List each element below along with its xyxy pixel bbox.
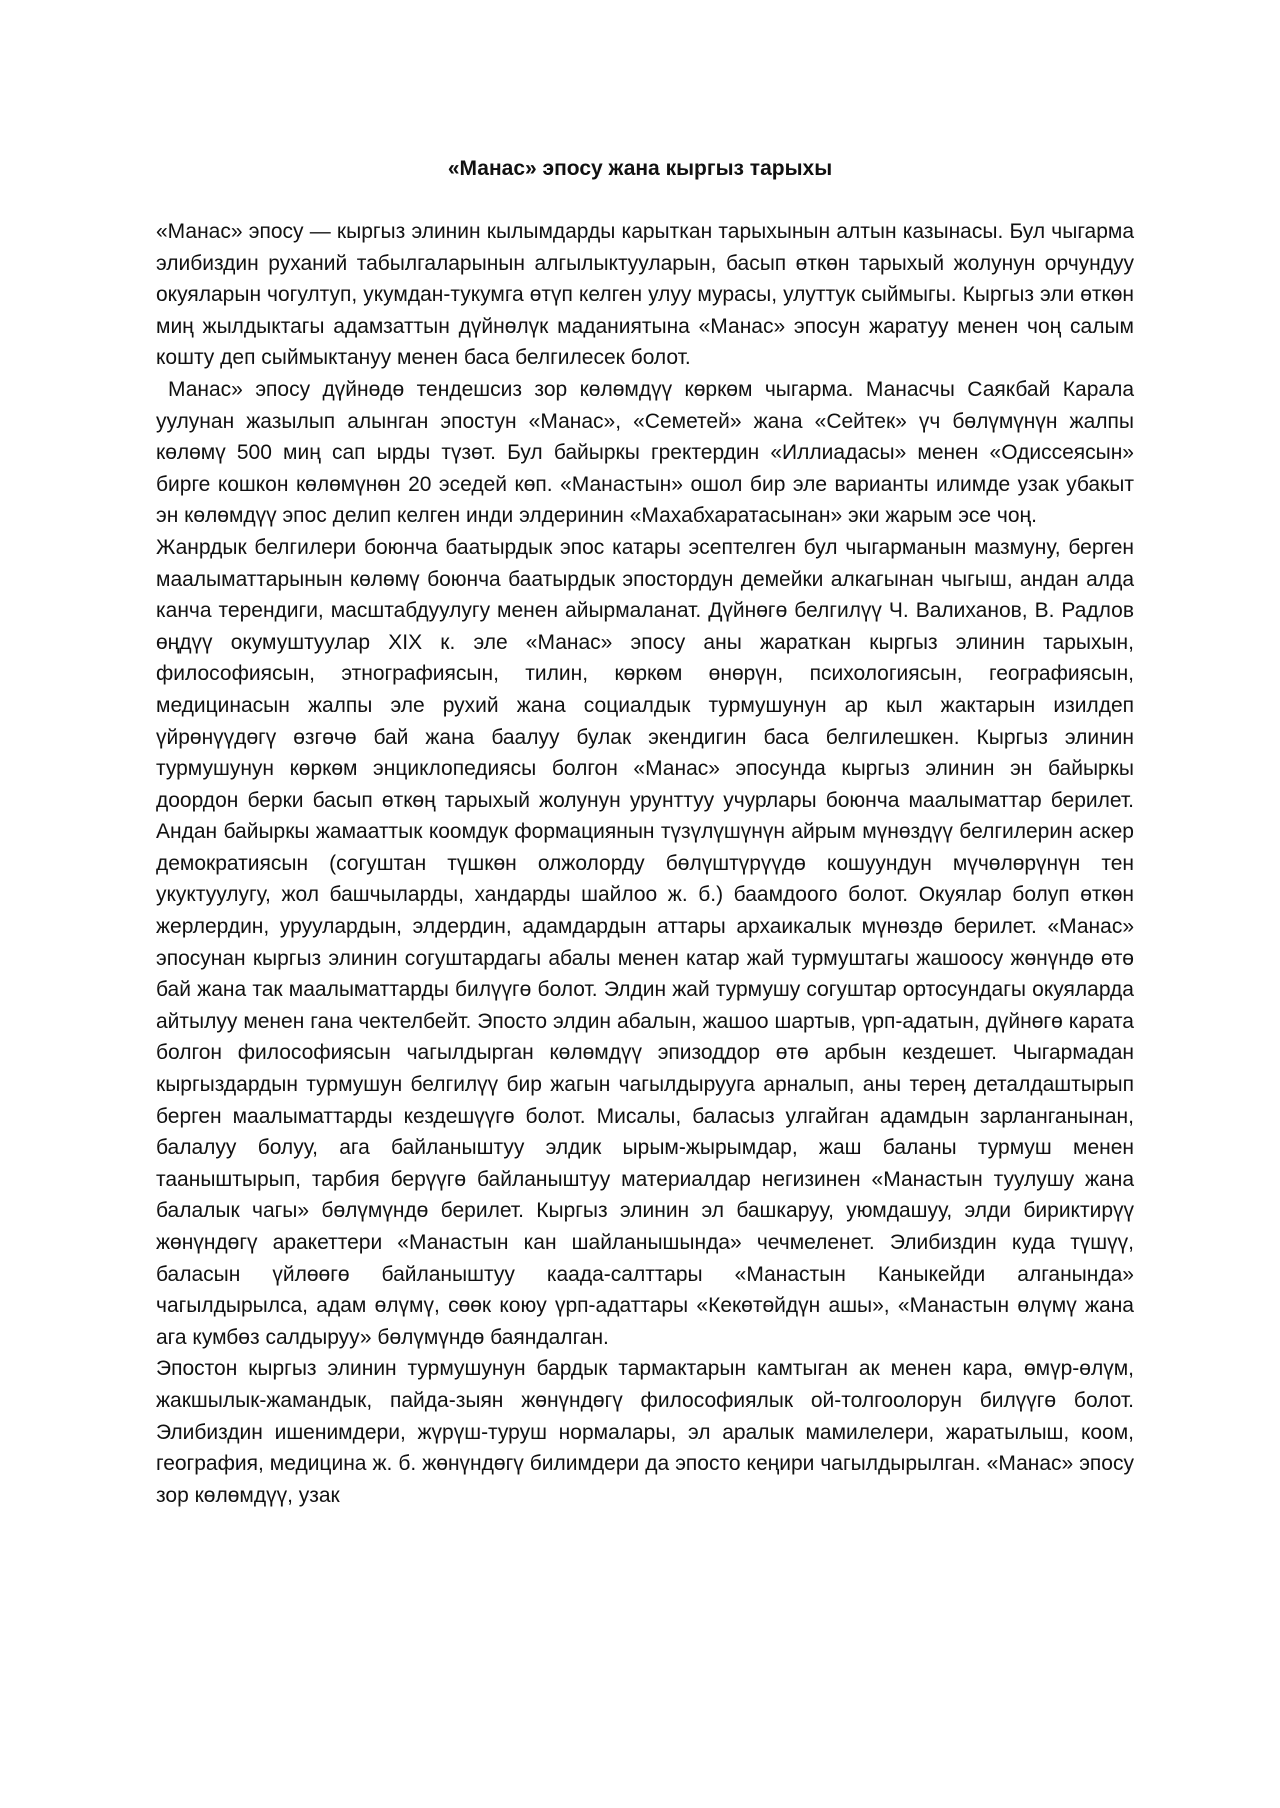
paragraph-4: Эпостон кыргыз элинин турмушунун бардык тармактарын камтыган ак менен кара, өмүр-өлүм, жакшылык-жамандык, пайда-зыян жөнүндөгү философиялык ой-толгоолорун билүүгө болот. Элибиздин ишенимдери, жүрүш-туруш нормалары, эл аралык мамилелери, жаратылыш, коом, география, медицина ж. б. жөнүндөгү билимдери да эпосто кеңири чагылдырылган. «Манас» эпосу зор көлөмдүү, узак	[156, 1357, 1134, 1507]
paragraph-1: «Манас» эпосу — кыргыз элинин кылымдарды карыткан тарыхынын алтын казынасы. Бул чыгарма элибиздин руханий табылгаларынын алгылыктууларын, басып өткөн тарыхый жолунун орчундуу окуяларын чогултуп, укумдан-тукумга өтүп келген улуу мурасы, улуттук сыймыгы. Кыргыз эли өткөн миң жылдыктагы адамзаттын дүйнөлүк маданиятына «Манас» эпосун жаратуу менен чоң салым кошту деп сыймыктануу менен баса белгилесек болот.	[156, 220, 1134, 370]
page-title: «Манас» эпосу жана кыргыз тарыхы	[447, 157, 833, 180]
document-body	[156, 216, 1134, 1511]
paragraph-2: Манас» эпосу дүйнөдө тендешсиз зор көлөмдүү көркөм чыгарма. Манасчы Саякбай Карала уулунан жазылып алынган эпостун «Манас», «Семетей» жана «Сейтек» үч бөлүмүнүн жалпы көлөмү 500 миң сап ырды түзөт. Бул байыркы гректердин «Иллиадасы» менен «Одиссеясын» бирге кошкон көлөмүнөн 20 эседей көп. «Манастын» ошол бир эле варианты илимде узак убакыт эн көлөмдүү эпос делип келген инди элдеринин «Махабхаратасынан» эки жарым эсе чоң.	[156, 377, 1134, 528]
paragraph-3: Жанрдык белгилери боюнча баатырдык эпос катары эсептелген бул чыгарманын мазмуну, берген маалыматтарынын көлөмү боюнча баатырдык эпостордун демейки алкагынан чыгыш, андан алда канча терендиги, масштабдуулугу менен айырмаланат. Дүйнөгө белгилүү Ч. Валиханов, В. Радлов өңдүү окумуштуулар XIX к. эле «Манас» эпосу аны жараткан кыргыз элинин тарыхын, философиясын, этнографиясын, тилин, көркөм өнөрүн, психологиясын, географиясын, медицинасын жалпы эле рухий жана социалдык турмушунун ар кыл жактарын изилдеп үйрөнүүдөгү өзгөчө бай жана баалуу булак экендигин баса белгилешкен. Кыргыз элинин турмушунун көркөм энциклопедиясы болгон «Манас» эпосунда кыргыз элинин эн байыркы доордон берки басып өткөң тарыхый жолунун урунттуу учурлары боюнча маалыматтар берилет. Андан байыркы жамааттык коомдук формациянын түзүлүшүнүн айрым мүнөздүү белгилерин аскер демократиясын (согуштан түшкөн олжолорду бөлүштүрүүдө кошуундун мүчөлөрүнүн тен укуктуулугу, жол башчыларды, хандарды шайлоо ж. б.) баамдоого болот. Окуялар болуп өткөн жерлердин, уруулардын, элдердин, адамдардын аттары архаикалык мүнөздө берилет. «Манас» эпосунан кыргыз элинин согуштардагы абалы менен катар жай турмуштагы жашоосу жөнүндө өтө бай жана так маалыматтарды билүүгө болот. Элдин жай турмушу согуштар ортосундагы окуяларда айтылуу менен гана чектелбейт. Эпосто элдин абалын, жашоо шартыв, үрп-адатын, дүйнөгө карата болгон философиясын чагылдырган көлөмдүү эпизоддор өтө арбын кездешет. Чыгармадан кыргыздардын турмушун белгилүү бир жагын чагылдырууга арналып, аны тереӊ деталдаштырып берген маалыматтарды кездешүүгө болот. Мисалы, баласыз улгайган адамдын зарланганынан, балалуу болуу, ага байланыштуу элдик ырым-жырымдар, жаш баланы турмуш менен тааныштырып, тарбия берүүгө байланыштуу материалдар негизинен «Манастын туулушу жана балалык чагы» бөлүмүндө берилет. Кыргыз элинин эл башкаруу, уюмдашуу, элди бириктирүү жөнүндөгү аракеттери «Манастын кан шайланышында» чечмеленет. Элибиздин куда түшүү, баласын үйлөөгө байланыштуу каада-салттары «Манастын Каныкейди алганында» чагылдырылса, адам өлүмү, сөөк коюу үрп-адаттары «Кекөтөйдүн ашы», «Манастын өлүмү жана ага кумбөз салдыруу» бөлүмүндө баяндалган.	[156, 535, 1134, 1349]
